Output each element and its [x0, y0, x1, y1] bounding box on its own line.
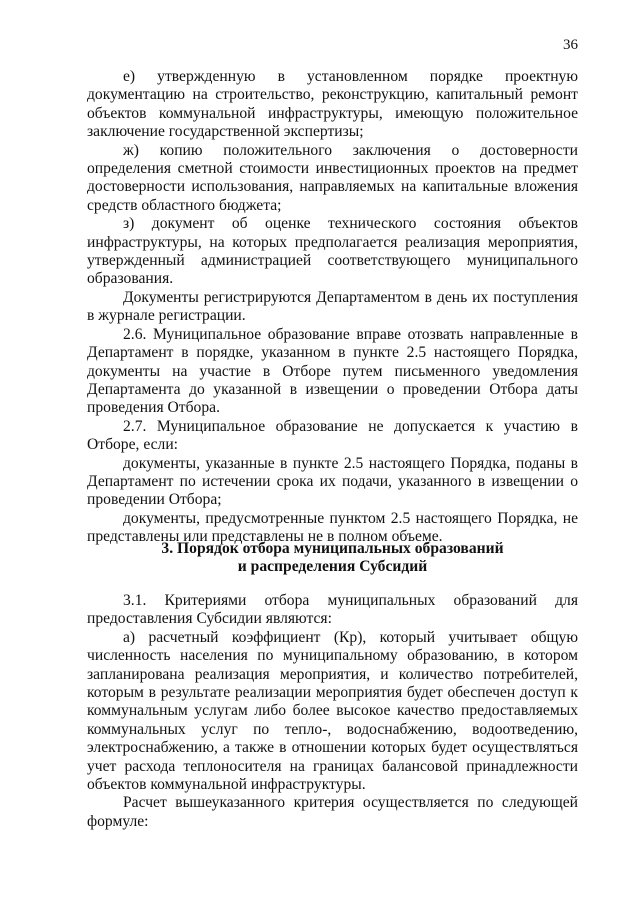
- section-title: [87, 540, 578, 577]
- document-body-top: [87, 68, 578, 547]
- section-title-line-1: 3. Порядок отбора муниципальных образований: [161, 540, 504, 557]
- paragraph-item-zh: ж) копию положительного заключения о достоверности определения сметной стоимости инвестиционных проектов на предмет достоверности использования, направляемых на капитальные вложения средств областного бюджета;: [87, 141, 578, 214]
- paragraph-registration: Документы регистрируются Департаментом в день их поступления в журнале регистрации.: [87, 288, 578, 325]
- paragraph-2-7-reason-2: документы, предусмотренные пунктом 2.5 настоящего Порядка, не представлены или представлены не в полном объеме.: [87, 509, 578, 546]
- paragraph-item-e: е) утвержденную в установленном порядке проектную документацию на строительство, реконструкцию, капитальный ремонт объектов коммунальной инфраструктуры, имеющую положительное заключение государственной экспертизы;: [87, 68, 578, 141]
- paragraph-2-7-reason-1: документы, указанные в пункте 2.5 настоящего Порядка, поданы в Департамент по истечении срока их подачи, указанного в извещении о проведении Отбора;: [87, 454, 578, 509]
- document-body-bottom: [87, 592, 578, 831]
- paragraph-formula-intro: Расчет вышеуказанного критерия осуществляется по следующей формуле:: [87, 794, 578, 830]
- paragraph-2-6: 2.6. Муниципальное образование вправе отозвать направленные в Департамент в порядке, указанном в пункте 2.5 настоящего Порядка, документы на участие в Отборе путем письменного уведомления Департамента до указанной в извещении о проведении Отбора даты проведения Отбора.: [87, 325, 578, 417]
- paragraph-2-7: 2.7. Муниципальное образование не допускается к участию в Отборе, если:: [87, 417, 578, 454]
- paragraph-item-a: а) расчетный коэффициент (Кр), который учитывает общую численность населения по муниципальному образованию, в котором запланирована реализация мероприятия, и количество потребителей, которым в результате реализации мероприятия будет обеспечен доступ к коммунальным услугам либо более высокое качество предоставляемых коммунальных услуг по тепло-, водоснабжению, водоотведению, электроснабжению, а также в отношении которых будет осуществляться учет расхода теплоносителя на границах балансовой принадлежности объектов коммунальной инфраструктуры.: [87, 628, 578, 794]
- section-title-line-2: и распределения Субсидий: [237, 558, 428, 576]
- page-number: 36: [563, 37, 578, 53]
- paragraph-item-z: з) документ об оценке технического состояния объектов инфраструктуры, на которых предполагается реализация мероприятия, утвержденный администрацией соответствующего муниципального образования.: [87, 215, 578, 288]
- paragraph-3-1: 3.1. Критериями отбора муниципальных образований для предоставления Субсидии являются:: [87, 592, 578, 628]
